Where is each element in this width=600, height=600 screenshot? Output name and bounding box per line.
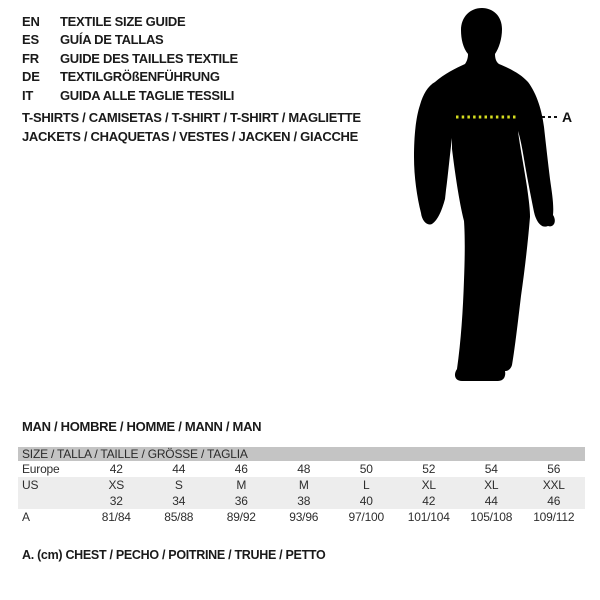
size-cell: 85/88 <box>164 510 194 524</box>
size-cell: S <box>174 478 183 492</box>
size-cell: 48 <box>297 462 311 476</box>
language-list <box>22 12 238 105</box>
language-code: ES <box>22 32 39 48</box>
table-row-europe <box>18 461 585 477</box>
row-label: Europe <box>22 462 60 476</box>
size-cell: 36 <box>234 494 248 508</box>
size-cell: M <box>298 478 309 492</box>
language-row <box>22 86 238 105</box>
language-code: EN <box>22 13 40 29</box>
language-code: FR <box>22 50 39 66</box>
size-cell: 97/100 <box>348 510 384 524</box>
man-silhouette-figure <box>408 5 578 387</box>
size-cell: 50 <box>359 462 373 476</box>
category-line-jackets: JACKETS / CHAQUETAS / VESTES / JACKEN / GIACCHE <box>22 128 358 144</box>
size-cell: 32 <box>109 494 123 508</box>
table-row-us-numbers <box>18 493 585 509</box>
row-label: US <box>22 478 39 492</box>
size-cell: XS <box>108 478 125 492</box>
size-cell: 46 <box>234 462 248 476</box>
language-code: DE <box>22 69 40 85</box>
section-title: MAN / HOMBRE / HOMME / MANN / MAN <box>22 419 262 434</box>
size-cell: 89/92 <box>226 510 256 524</box>
table-row-chest-a <box>18 509 585 525</box>
size-cell: 93/96 <box>289 510 319 524</box>
measure-label-a: A <box>562 109 573 125</box>
size-table <box>18 447 585 525</box>
man-silhouette <box>408 5 578 387</box>
size-cell: XL <box>421 478 436 492</box>
language-label: TEXTILGRÖßENFÜHRUNG <box>60 69 220 85</box>
language-label: TEXTILE SIZE GUIDE <box>60 13 186 29</box>
size-cell: 40 <box>359 494 373 508</box>
size-cell: 38 <box>297 494 311 508</box>
language-row <box>22 49 238 68</box>
size-cell: 42 <box>422 494 436 508</box>
language-code: IT <box>22 87 34 103</box>
language-label: GUIDA ALLE TAGLIE TESSILI <box>60 87 235 103</box>
category-lines <box>22 109 361 146</box>
size-cell: 52 <box>422 462 436 476</box>
size-cell: 56 <box>547 462 561 476</box>
row-label: A <box>22 510 30 524</box>
language-row <box>22 68 238 87</box>
language-label: GUIDE DES TAILLES TEXTILE <box>60 50 238 66</box>
language-row <box>22 12 238 31</box>
size-cell: 44 <box>484 494 498 508</box>
measurement-footnote: A. (cm) CHEST / PECHO / POITRINE / TRUHE / PETTO <box>22 548 326 562</box>
size-cell: 46 <box>547 494 561 508</box>
size-cell: 42 <box>109 462 123 476</box>
size-cell: XXL <box>542 478 565 492</box>
size-cell: 54 <box>484 462 498 476</box>
size-cell: 105/108 <box>470 510 513 524</box>
language-label: GUÍA DE TALLAS <box>60 32 164 48</box>
size-table-header: SIZE / TALLA / TAILLE / GRÖSSE / TAGLIA <box>18 447 585 461</box>
table-row-us-letters <box>18 477 585 493</box>
size-cell: XL <box>484 478 499 492</box>
size-cell: 81/84 <box>101 510 131 524</box>
man-silhouette-shape <box>414 8 555 381</box>
size-cell: 34 <box>172 494 186 508</box>
size-cell: 109/112 <box>533 510 575 524</box>
size-cell: L <box>363 478 370 492</box>
size-cell: M <box>236 478 247 492</box>
category-line-tshirts: T-SHIRTS / CAMISETAS / T-SHIRT / T-SHIRT / MAGLIETTE <box>22 110 361 125</box>
size-cell: 101/104 <box>407 510 450 524</box>
language-row <box>22 31 238 50</box>
size-cell: 44 <box>172 462 186 476</box>
